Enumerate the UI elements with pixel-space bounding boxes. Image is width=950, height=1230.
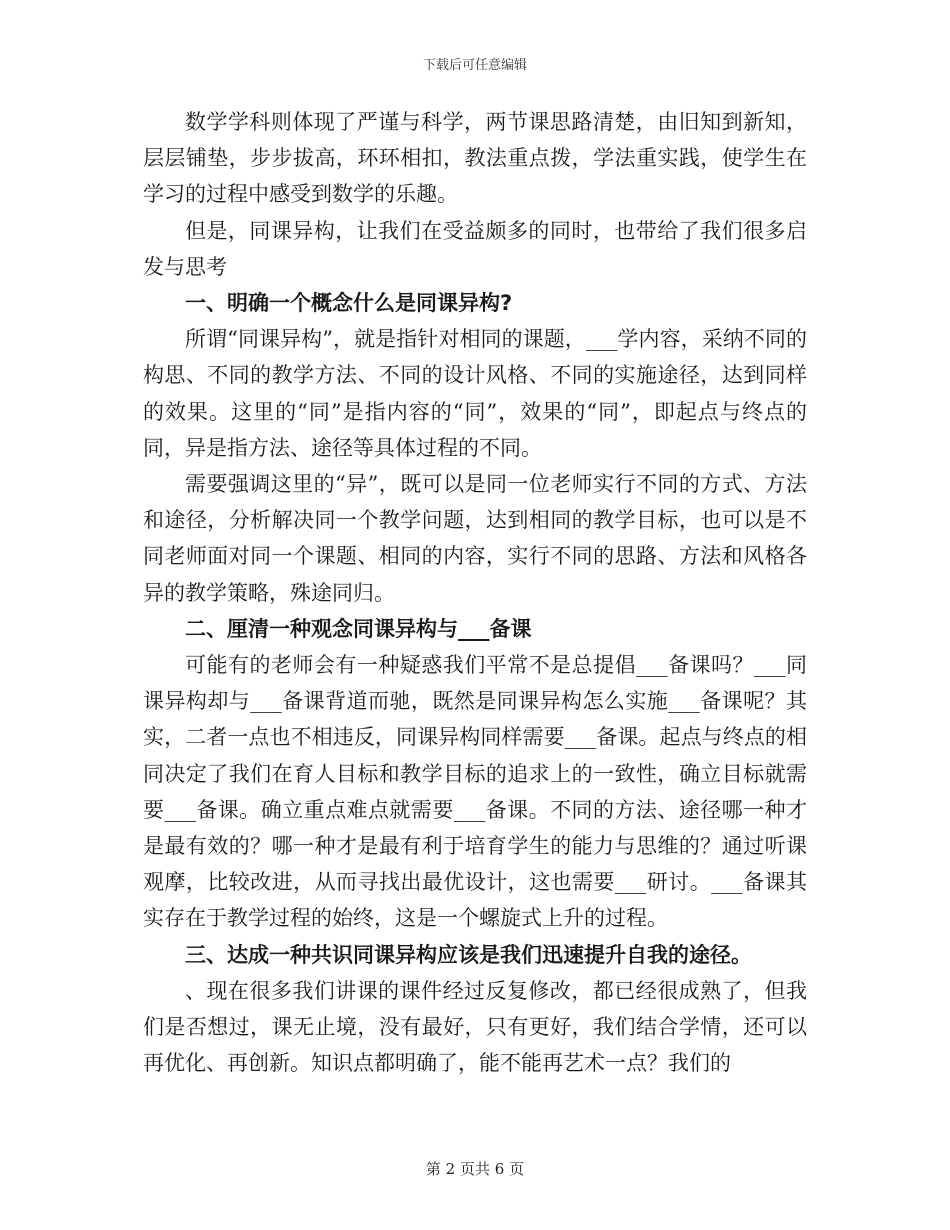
page-footer: 第 2 页共 6 页 xyxy=(425,1160,525,1178)
section-heading-2: 二、厘清一种观念同课异构与___备课 xyxy=(185,616,532,641)
paragraph-improvement: 、现在很多我们讲课的课件经过反复修改，都已经很成熟了，但我们是否想过，课无止境，没有最好，只有更好，我们结合学情，还可以再优化、再创新。知识点都明确了，能不能再艺术一点？我们的 xyxy=(143,978,807,1076)
section-heading-3: 三、达成一种共识同课异构应该是我们迅速提升自我的途径。 xyxy=(185,942,752,967)
page-header: 下载后可任意编辑 xyxy=(422,58,527,73)
paragraph-lesson-prep: 可能有的老师会有一种疑惑我们平常不是总提倡___备课吗？___同课异构却与___备课背道而驰，既然是同课异构怎么实施___备课呢？其实，二者一点也不相违反，同课异构同样需要___备课。起点与终点的相同决定了我们在育人目标和教学目标的追求上的一致性，确立目标就需要___备课。确立重点难点就需要___备课。不同的方法、途径哪一种才是最有效的？哪一种才是最有利于培育学生的能力与思维的？通过听课观摩，比较改进，从而寻找出最优设计，这也需要___研讨。___备课其实存在于教学过程的始终，这是一个螺旋式上升的过程。 xyxy=(143,653,807,931)
paragraph-difference: 需要强调这里的“异”，既可以是同一位老师实行不同的方式、方法和途径，分析解决同一个教学问题，达到相同的教学目标，也可以是不同老师面对同一个课题、相同的内容，实行不同的思路、方法和风格各异的教学策略，殊途同归。 xyxy=(143,472,807,605)
paragraph-math-subject: 数学学科则体现了严谨与科学，两节课思路清楚，由旧知到新知，层层铺垫，步步拔高，环环相扣，教法重点拨，学法重实践，使学生在学习的过程中感受到数学的乐趣。 xyxy=(143,110,807,207)
paragraph-definition: 所谓“同课异构”，就是指针对相同的课题，___学内容，采纳不同的构思、不同的教学方法、不同的设计风格、不同的实施途径，达到同样的效果。这里的“同”是指内容的“同”，效果的“同”，即起点与终点的同，异是指方法、途径等具体过程的不同。 xyxy=(143,327,807,460)
document-body xyxy=(143,104,807,1081)
section-heading-1: 一、明确一个概念什么是同课异构? xyxy=(185,291,513,316)
paragraph-reflection: 但是，同课异构，让我们在受益颇多的同时，也带给了我们很多启发与思考 xyxy=(143,218,807,279)
